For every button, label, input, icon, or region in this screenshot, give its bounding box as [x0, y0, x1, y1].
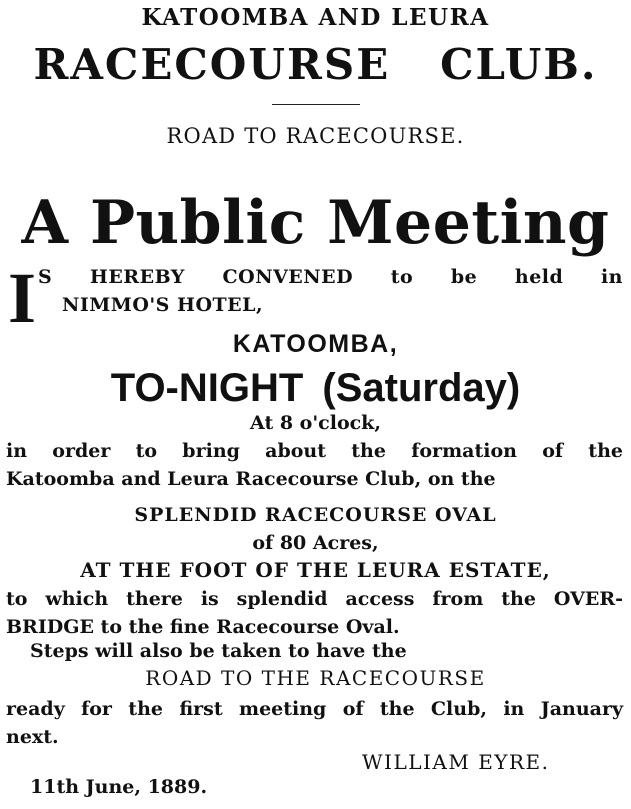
estate-location: AT THE FOOT OF THE LEURA ESTATE,	[80, 558, 551, 582]
ready-line-2: next.	[6, 726, 59, 748]
header-club-locality: KATOOMBA AND LEURA	[141, 4, 490, 31]
steps-line: Steps will also be taken to have the	[30, 640, 407, 662]
road-heading: ROAD TO THE RACECOURSE	[145, 666, 486, 690]
town-name: KATOOMBA,	[232, 330, 399, 358]
oval-size: of 80 Acres,	[252, 532, 379, 554]
purpose-line-1: in order to bring about the formation of the	[6, 440, 623, 462]
signature: WILLIAM EYRE.	[362, 750, 550, 774]
purpose-line-2: Katoomba and Leura Racecourse Club, on the	[6, 468, 496, 490]
drop-cap-letter: I	[8, 258, 37, 338]
meeting-time: At 8 o'clock,	[250, 412, 381, 434]
main-heading: A Public Meeting	[21, 188, 610, 258]
ready-line-1: ready for the first meeting of the Club, in January	[6, 698, 623, 720]
subheading-road: ROAD TO RACECOURSE.	[166, 124, 465, 148]
convened-line-2: NIMMO'S HOTEL,	[62, 294, 264, 316]
publication-date: 11th June, 1889.	[30, 776, 208, 798]
access-line-2: BRIDGE to the fine Racecourse Oval.	[6, 616, 400, 638]
meeting-day: TO-NIGHT (Saturday)	[110, 366, 521, 410]
divider-rule	[272, 104, 360, 105]
oval-name: SPLENDID RACECOURSE OVAL	[134, 504, 497, 526]
header-club-name: RACECOURSE CLUB.	[33, 40, 598, 89]
access-line-1: to which there is splendid access from the OVER-	[6, 588, 623, 610]
convened-line-1: S HEREBY CONVENED to be held in	[38, 266, 623, 288]
